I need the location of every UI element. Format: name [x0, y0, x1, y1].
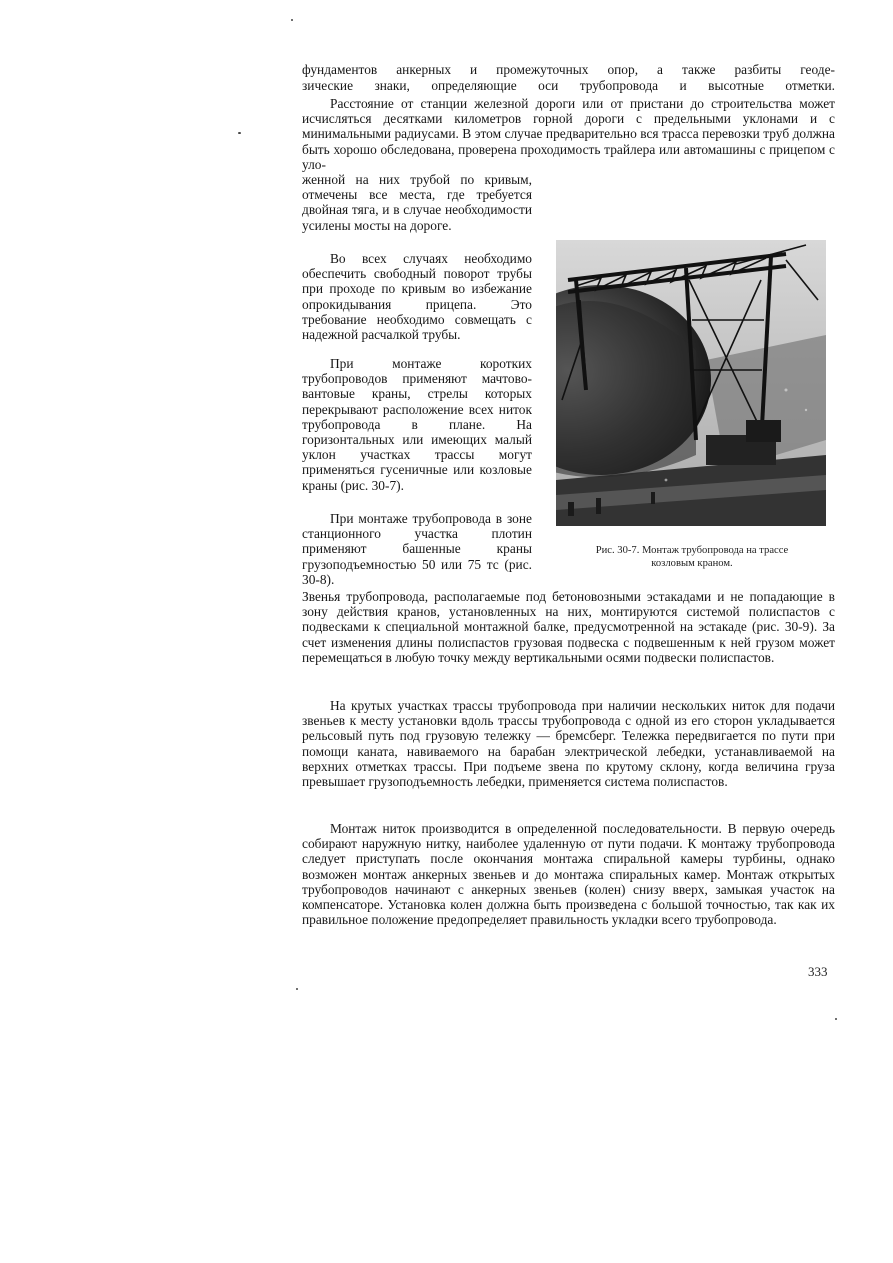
scan-speck — [835, 1018, 837, 1020]
scan-speck — [296, 988, 298, 990]
paragraph-links-estakada: Звенья трубопровода, располагаемые под бетоновозными эстакадами и не попадающие в зону действия кранов, установленных на них, монтируются системой полиспастов с подвесками к специальной монтажной балке, предусмотренной на эстакаде (рис. 30-9). За счет изменения длины полиспастов грузовая подвеска с подвешенным к ней грузом может перемещаться в любую точку между вертикальными осями подвески полиспастов. — [302, 589, 835, 665]
figure-caption — [548, 545, 836, 570]
caption-line-1: Рис. 30-7. Монтаж трубопровода на трассе — [595, 545, 789, 556]
figure-photo — [556, 240, 826, 526]
gantry-crane-photo — [556, 240, 826, 526]
paragraph-distance: Расстояние от станции железной дороги или от пристани до строительства может исчисляться десятками километров горной дороги с предельными уклонами и с минимальными радиусами. В этом случае предварительно вся трасса перевозки труб должна быть хорошо обследована, проверена проходимость трайлера или автомашины с прицепом с уло- — [302, 96, 835, 172]
paragraph-turn: Во всех случаях необходимо обеспечить свободный поворот трубы при проходе по кривым во избежание опрокидывания прицепа. Это требование необходимо совмещать с надежной расчалкой трубы. — [302, 251, 532, 343]
scan-speck — [238, 132, 241, 134]
scan-speck — [291, 19, 293, 21]
page-number: 333 — [808, 964, 828, 979]
caption-line-2: козловым краном. — [651, 557, 733, 569]
paragraph-assembly-order: Монтаж ниток производится в определенной последовательности. В первую очередь собирают наружную нитку, наиболее удаленную от пути подачи. К монтажу трубопровода следует приступать после окончания монтажа спиральной камеры турбины, однако возможен монтаж анкерных звеньев и до монтажа спиральных камер. Монтаж открытых трубопроводов начинают с анкерных звеньев (колен) снизу вверх, замыкая участок на компенсаторе. Установка колен должна быть произведена с большой точностью, так как их правильное положение предопределяет правильность укладки всего трубопровода. — [302, 821, 835, 928]
intro-line-1: фундаментов анкерных и промежуточных опор, а также разбиты геоде- — [302, 62, 835, 77]
paragraph-steep-sections: На крутых участках трассы трубопровода при наличии нескольких ниток для подачи звеньев к месту установки вдоль трассы трубопровода с одной из его сторон укладывается рельсовый путь под грузовую тележку — бремсберг. Тележка передвигается по пути при помощи каната, навиваемого на барабан электрической лебедки, устанавливаемой на верхних отметках трассы. При подъеме звена по крутому склону, когда величина груза превышает грузоподъемность лебедки, применяется система полиспастов. — [302, 698, 835, 790]
intro-line-2: зические знаки, определяющие оси трубопровода и высотные отметки. — [302, 78, 835, 93]
paragraph-continuation: женной на них трубой по кривым, отмечены все места, где требуется двойная тяга, и в случае необходимости усилены мосты на дороге. — [302, 172, 532, 233]
paragraph-cranes: При монтаже коротких трубопроводов применяют мачтово-вантовые краны, стрелы которых перекрывают расположение всех ниток трубопровода в плане. На горизонтальных или имеющих малый уклон участках трассы могут применяться гусеничные или козловые краны (рис. 30-7). — [302, 356, 532, 493]
paragraph-station: При монтаже трубопровода в зоне станционного участка плотин применяют башенные краны грузоподъемностью 50 или 75 тс (рис. 30-8). — [302, 511, 532, 587]
